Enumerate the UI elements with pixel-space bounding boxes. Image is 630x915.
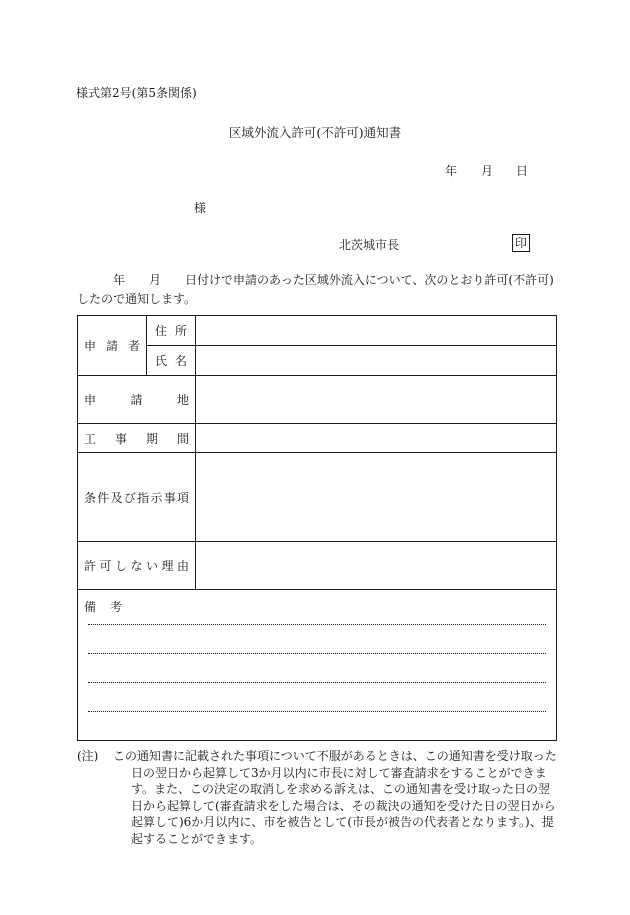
reason-label: 許可しない理由 [78,542,196,590]
application-table [77,315,557,741]
address-label: 住所 [147,316,196,346]
remarks-section[interactable] [78,590,557,741]
note-text: この通知書に記載された事項について不服があるときは、この通知書を受け取った日の翌日から起算して3か月以内に市長に対して審査請求をすることができます。また、この決定の取消しを求める訴えは、この通知書を受け取った日の翌日から起算して(審査請求をした場合は、その裁決の通知を受けた日の翌日から起算して)6か月以内に、市を被告として(市長が被告の代表者となります。)、提起することができます。 [113,749,557,846]
intro-month: 月 [149,273,162,287]
conditions-label: 条件及び指示事項 [78,453,196,542]
address-field[interactable] [196,316,557,346]
intro-paragraph [77,271,557,309]
remarks-line[interactable] [88,624,546,625]
remarks-label-2: 考 [110,600,123,614]
issuer-name: 北茨城市長 [339,238,400,252]
remarks-line[interactable] [88,711,546,712]
document-title: 区域外流入許可(不許可)通知書 [228,125,402,140]
remarks-line[interactable] [88,682,546,683]
date-month-label: 月 [481,164,494,178]
reason-field[interactable] [196,542,557,590]
location-label: 申請地 [78,376,196,424]
remarks-label-1: 備 [84,600,97,614]
name-field[interactable] [196,346,557,376]
legal-note [77,748,557,847]
seal-mark: 印 [512,234,530,252]
date-year-label: 年 [445,164,458,178]
remarks-label [84,598,122,615]
form-number-label: 様式第2号(第5条関係) [76,86,197,100]
location-field[interactable] [196,376,557,424]
period-field[interactable] [196,424,557,453]
conditions-field[interactable] [196,453,557,542]
note-label: (注) [77,749,99,763]
applicant-label: 申請者 [78,316,147,376]
name-label: 氏名 [147,346,196,376]
date-day-label: 日 [516,164,529,178]
intro-text: 日付けで申請のあった区域外流入について、次のとおり許可(不許可)したので通知します。 [77,273,554,306]
period-label: 工事期間 [78,424,196,453]
addressee-suffix: 様 [194,201,207,215]
remarks-line[interactable] [88,653,546,654]
intro-year: 年 [113,273,126,287]
